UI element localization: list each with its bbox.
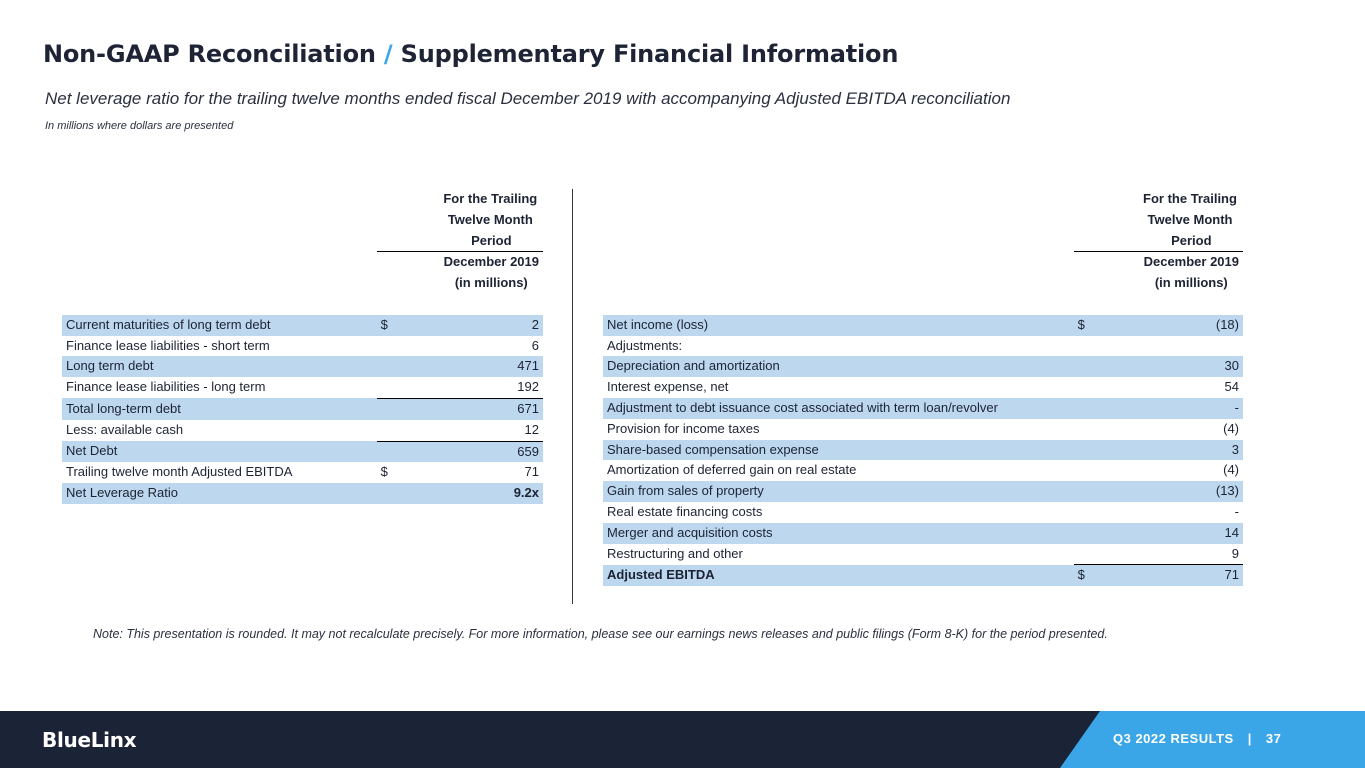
col-header-line4: December 2019 — [1143, 254, 1239, 270]
row-label: Adjusted EBITDA — [603, 565, 1074, 586]
row-dollar — [377, 441, 438, 462]
table-row — [603, 565, 1243, 586]
row-dollar — [1074, 523, 1137, 544]
row-label: Merger and acquisition costs — [603, 523, 1074, 544]
row-dollar — [377, 483, 438, 504]
row-label: Finance lease liabilities - short term — [66, 337, 270, 353]
row-value: (4) — [1223, 462, 1239, 478]
table-row — [62, 441, 543, 462]
row-value: 9.2x — [438, 483, 543, 504]
col-header-line3: Period — [1074, 231, 1243, 252]
table-row — [603, 523, 1243, 544]
row-value: 192 — [517, 379, 539, 395]
table-row — [603, 377, 1243, 398]
row-value: 471 — [438, 356, 543, 377]
row-label: Total long-term debt — [62, 398, 377, 419]
table-row — [62, 483, 543, 504]
row-value: (4) — [1223, 420, 1239, 436]
table-row — [603, 419, 1243, 440]
row-value: - — [1234, 503, 1239, 519]
row-label: Share-based compensation expense — [603, 440, 1074, 461]
table-row — [62, 398, 543, 419]
page-number: 37 — [1265, 731, 1282, 746]
results-label: Q3 2022 RESULTS — [1113, 731, 1234, 746]
adjusted-ebitda-table — [603, 189, 1243, 586]
column-divider — [572, 189, 573, 604]
row-label: Depreciation and amortization — [603, 356, 1074, 377]
row-dollar — [377, 420, 438, 441]
row-dollar: $ — [380, 464, 388, 480]
footnote: Note: This presentation is rounded. It may not recalculate precisely. For more information, please see our earnings news releases and public filings (Form 8-K) for the period presented. — [93, 627, 1108, 641]
row-dollar — [1074, 440, 1137, 461]
table-row — [62, 336, 543, 357]
row-value: 71 — [524, 464, 539, 480]
row-label: Net Leverage Ratio — [62, 483, 377, 504]
row-dollar — [1074, 336, 1137, 357]
row-label: Interest expense, net — [607, 379, 729, 395]
row-value: (13) — [1137, 481, 1243, 502]
row-label: Net Debt — [62, 441, 377, 462]
table-row — [603, 544, 1243, 565]
col-header-line2: Twelve Month — [447, 211, 533, 227]
units-note: In millions where dollars are presented — [45, 120, 234, 132]
row-label: Long term debt — [62, 356, 377, 377]
row-value: 3 — [1137, 440, 1243, 461]
row-label: Adjustments: — [607, 337, 683, 353]
row-label: Restructuring and other — [607, 545, 743, 561]
row-dollar — [377, 356, 438, 377]
row-value: (18) — [1137, 315, 1243, 336]
row-dollar — [1074, 377, 1137, 398]
table-row — [603, 440, 1243, 461]
table-row — [62, 377, 543, 398]
row-value: 671 — [438, 398, 543, 419]
row-value: 14 — [1137, 523, 1243, 544]
title-part2: Supplementary Financial Information — [400, 40, 899, 68]
col-header-line2: Twelve Month — [1147, 211, 1233, 227]
page-subtitle: Net leverage ratio for the trailing twelve months ended fiscal December 2019 with accompanying Adjusted EBITDA reconciliation — [45, 89, 1011, 108]
col-header-line1: For the Trailing — [1143, 191, 1237, 206]
col-header-line5: (in millions) — [1154, 275, 1228, 291]
row-value: 6 — [531, 337, 539, 353]
row-value: 30 — [1137, 356, 1243, 377]
row-value — [1137, 336, 1243, 357]
row-dollar — [1074, 398, 1137, 419]
row-value: 659 — [438, 441, 543, 462]
row-value: - — [1137, 398, 1243, 419]
table-row — [62, 462, 543, 483]
row-label: Real estate financing costs — [607, 503, 763, 519]
col-header-line4: December 2019 — [443, 254, 539, 270]
title-part1: Non-GAAP Reconciliation — [43, 40, 376, 68]
row-label: Provision for income taxes — [607, 420, 760, 436]
footer-bar — [0, 711, 1365, 768]
row-dollar: $ — [377, 315, 438, 336]
title-slash: / — [383, 40, 393, 68]
row-label: Adjustment to debt issuance cost associated with term loan/revolver — [603, 398, 1074, 419]
footer-separator: | — [1247, 731, 1252, 746]
row-value: 54 — [1224, 379, 1239, 395]
row-label: Current maturities of long term debt — [62, 315, 377, 336]
row-dollar — [1074, 502, 1137, 523]
row-dollar — [377, 377, 438, 398]
table-row — [603, 398, 1243, 419]
bluelinx-logo: BlueLinx — [42, 728, 137, 752]
table-row — [603, 460, 1243, 481]
row-dollar — [1074, 419, 1137, 440]
row-dollar — [377, 398, 438, 419]
row-value: 9 — [1231, 545, 1239, 561]
row-dollar — [1074, 460, 1137, 481]
results-label-group — [1113, 731, 1281, 746]
row-dollar — [1074, 356, 1137, 377]
row-label: Finance lease liabilities - long term — [66, 379, 266, 395]
row-dollar: $ — [1074, 565, 1137, 586]
table-row — [603, 502, 1243, 523]
table-row — [62, 315, 543, 336]
row-dollar: $ — [1074, 315, 1137, 336]
col-header-line5: (in millions) — [454, 275, 528, 291]
row-label: Less: available cash — [66, 422, 184, 438]
row-label: Trailing twelve month Adjusted EBITDA — [66, 464, 293, 480]
col-header-line3: Period — [377, 231, 543, 252]
table-row — [603, 315, 1243, 336]
table-row — [62, 356, 543, 377]
table-row — [62, 420, 543, 441]
row-label: Gain from sales of property — [603, 481, 1074, 502]
table-row — [603, 336, 1243, 357]
net-leverage-table — [62, 189, 543, 504]
row-label: Amortization of deferred gain on real estate — [607, 462, 857, 478]
table-row — [603, 356, 1243, 377]
row-value: 2 — [438, 315, 543, 336]
row-dollar — [1074, 544, 1137, 565]
table-row — [603, 481, 1243, 502]
row-value: 12 — [524, 421, 539, 437]
row-label: Net income (loss) — [603, 315, 1074, 336]
page-title — [43, 40, 898, 68]
col-header-line1: For the Trailing — [443, 191, 538, 206]
row-dollar — [377, 336, 438, 357]
row-dollar — [1074, 481, 1137, 502]
row-value: 71 — [1137, 565, 1243, 586]
